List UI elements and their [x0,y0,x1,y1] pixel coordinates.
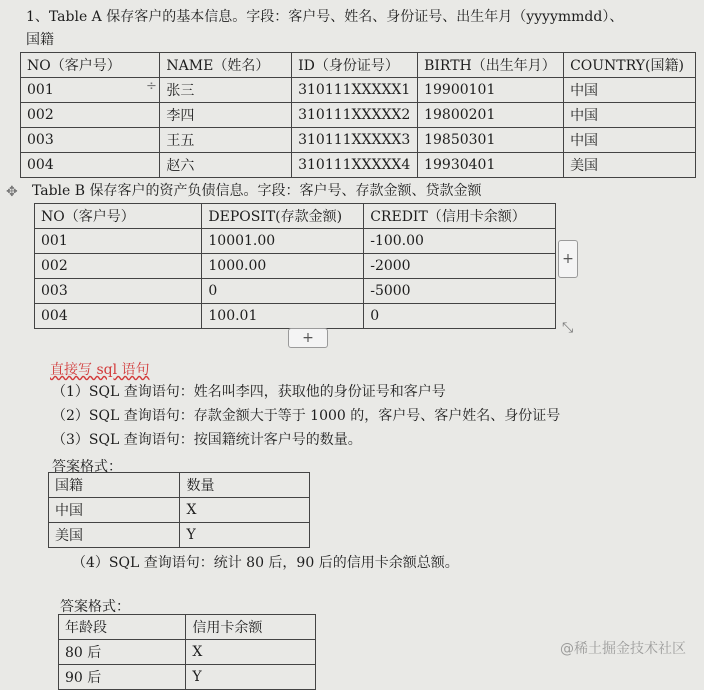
table-row [59,640,316,665]
table-cell: 310111XXXXX2 [292,103,418,128]
table-cell: 10001.00 [202,229,364,254]
table-cell: -5000 [364,279,556,304]
column-adjust-icon[interactable]: ÷ [146,79,157,94]
table-row [49,523,310,548]
question-3: （3）SQL 查询语句：按国籍统计客户号的数量。 [52,432,362,448]
question-4: （4）SQL 查询语句：统计 80 后，90 后的信用卡余额总额。 [72,555,459,571]
answer-table-header-cell: 信用卡余额 [186,615,316,640]
answer-table-header-row [49,473,310,498]
table-row [49,498,310,523]
answer-table-country [48,472,310,548]
table-row [35,304,556,329]
table-cell: Y [186,665,316,690]
table-cell: 中国 [564,128,696,153]
table-cell: 100.01 [202,304,364,329]
table-cell: X [186,640,316,665]
sql-instruction-title [50,359,150,379]
table-cell: 中国 [564,78,696,103]
table-cell: 002 [35,254,202,279]
table-a-header-cell: ID（身份证号） [292,53,418,78]
add-column-button[interactable]: + [558,240,578,278]
table-cell: 310111XXXXX1 [292,78,418,103]
table-a-heading-line2: 国籍 [26,32,54,48]
answer-table-age [58,614,316,690]
table-a [20,52,696,178]
table-a-header-cell: COUNTRY(国籍) [564,53,696,78]
table-row [21,128,696,153]
table-row [59,665,316,690]
table-cell: 李四 [160,103,292,128]
table-cell: -100.00 [364,229,556,254]
table-cell: 19850301 [418,128,564,153]
table-cell: -2000 [364,254,556,279]
table-b-header-row [35,204,556,229]
answer-table-header-cell: 国籍 [49,473,180,498]
question-2: （2）SQL 查询语句：存款金额大于等于 1000 的，客户号、客户姓名、身份证号 [52,408,561,424]
table-cell: 美国 [564,153,696,178]
table-move-handle-icon[interactable]: ✥ [6,184,18,200]
table-row [21,153,696,178]
table-cell: 310111XXXXX3 [292,128,418,153]
table-cell: 004 [21,153,160,178]
watermark: @稀土掘金技术社区 [560,641,686,657]
table-cell: 80 后 [59,640,186,665]
table-cell: 中国 [49,498,180,523]
table-cell: 中国 [564,103,696,128]
table-a-header-row [21,53,696,78]
table-cell: X [180,498,310,523]
table-a-heading-line1: 1、Table A 保存客户的基本信息。字段：客户号、姓名、身份证号、出生年月（yyyymmdd）、 [26,9,624,25]
table-b-header-cell: NO（客户号） [35,204,202,229]
table-cell: 002 [21,103,160,128]
table-row [21,103,696,128]
table-cell: 0 [364,304,556,329]
table-cell: 1000.00 [202,254,364,279]
table-resize-handle-icon[interactable]: ⤡ [562,320,574,336]
table-cell: 004 [35,304,202,329]
table-row [35,279,556,304]
table-cell: 19930401 [418,153,564,178]
table-row [35,254,556,279]
table-cell: 美国 [49,523,180,548]
table-cell: 王五 [160,128,292,153]
table-b [34,203,556,329]
table-row [21,78,696,103]
table-cell: 001 [35,229,202,254]
answer-format-label-2: 答案格式： [60,599,130,615]
table-cell: 90 后 [59,665,186,690]
table-cell: 310111XXXXX4 [292,153,418,178]
table-cell: 赵六 [160,153,292,178]
table-cell: 0 [202,279,364,304]
add-row-button[interactable]: + [288,328,328,348]
table-a-header-cell: NAME（姓名） [160,53,292,78]
table-cell: 张三 [160,78,292,103]
table-row [35,229,556,254]
answer-table-header-row [59,615,316,640]
table-b-heading: Table B 保存客户的资产负债信息。字段：客户号、存款金额、贷款金额 [32,183,482,199]
table-cell: 19800201 [418,103,564,128]
table-cell: 001 [21,78,160,103]
question-1: （1）SQL 查询语句：姓名叫李四，获取他的身份证号和客户号 [52,384,446,400]
table-cell: Y [180,523,310,548]
answer-format-label-1: 答案格式： [52,459,122,475]
table-cell: 003 [35,279,202,304]
sql-instruction-title-text: 直接写 sql 语句 [50,362,150,378]
answer-table-header-cell: 年龄段 [59,615,186,640]
table-cell: 19900101 [418,78,564,103]
table-b-header-cell: DEPOSIT(存款金额) [202,204,364,229]
answer-table-header-cell: 数量 [180,473,310,498]
table-a-header-cell: NO（客户号） [21,53,160,78]
table-a-header-cell: BIRTH（出生年月） [418,53,564,78]
table-cell: 003 [21,128,160,153]
table-b-header-cell: CREDIT（信用卡余额） [364,204,556,229]
